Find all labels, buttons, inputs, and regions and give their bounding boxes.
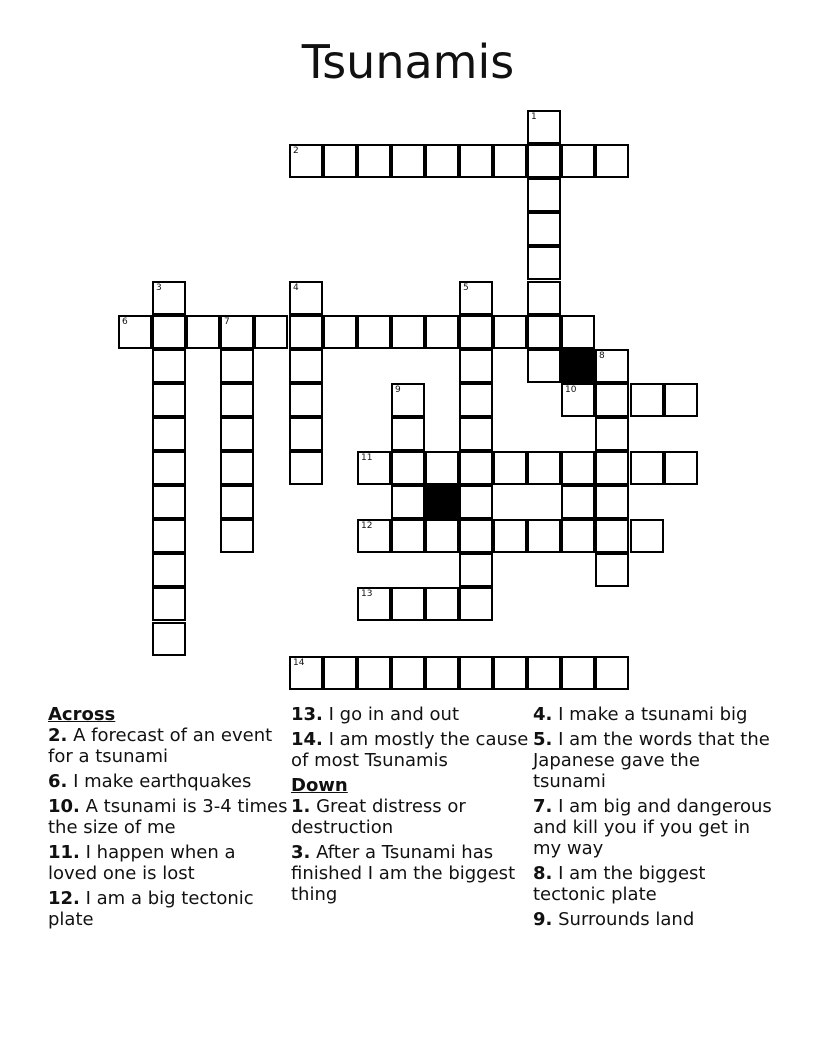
grid-cell[interactable] xyxy=(595,349,629,383)
clue-down-9 xyxy=(533,909,773,930)
clues-column-3 xyxy=(533,704,773,934)
grid-cell[interactable] xyxy=(289,144,323,178)
grid-cell[interactable] xyxy=(152,349,186,383)
clue-number: 6. xyxy=(48,771,68,792)
grid-cell[interactable] xyxy=(664,451,698,485)
clue-text: I go in and out xyxy=(328,704,460,725)
grid-cell[interactable] xyxy=(152,383,186,417)
clue-text: After a Tsunami has finished I am the biggest thing xyxy=(291,842,516,905)
grid-cell[interactable] xyxy=(459,315,493,349)
grid-cell[interactable] xyxy=(527,246,561,280)
grid-cell[interactable] xyxy=(391,451,425,485)
clue-number: 7. xyxy=(533,796,553,817)
grid-cell[interactable] xyxy=(527,281,561,315)
down-header: Down xyxy=(291,775,348,796)
grid-cell[interactable] xyxy=(357,519,391,553)
grid-cell[interactable] xyxy=(391,519,425,553)
grid-cell[interactable] xyxy=(493,656,527,690)
clue-number-label: 4 xyxy=(293,283,299,293)
clue-number: 8. xyxy=(533,863,553,884)
clue-number-label: 14 xyxy=(293,658,305,668)
clue-number: 13. xyxy=(291,704,323,725)
grid-cell[interactable] xyxy=(459,349,493,383)
clue-across-14 xyxy=(291,729,531,771)
clue-across-11 xyxy=(48,842,288,884)
grid-cell[interactable] xyxy=(391,383,425,417)
grid-cell[interactable] xyxy=(561,144,595,178)
grid-cell[interactable] xyxy=(289,656,323,690)
clue-across-2 xyxy=(48,725,288,767)
grid-cell[interactable] xyxy=(595,417,629,451)
clue-text: A tsunami is 3-4 times the size of me xyxy=(48,796,288,838)
grid-cell[interactable] xyxy=(595,485,629,519)
grid-cell[interactable] xyxy=(220,519,254,553)
grid-cell[interactable] xyxy=(391,656,425,690)
grid-cell[interactable] xyxy=(425,656,459,690)
clue-across-13 xyxy=(291,704,531,725)
clues-column-1 xyxy=(48,704,288,934)
grid-cell[interactable] xyxy=(391,485,425,519)
grid-cell[interactable] xyxy=(323,315,357,349)
clue-text: I make a tsunami big xyxy=(558,704,748,725)
clue-number: 14. xyxy=(291,729,323,750)
grid-cell[interactable] xyxy=(152,587,186,621)
grid-cell[interactable] xyxy=(459,587,493,621)
grid-cell[interactable] xyxy=(664,383,698,417)
clue-across-6 xyxy=(48,771,288,792)
clue-text: I make earthquakes xyxy=(73,771,252,792)
grid-cell[interactable] xyxy=(493,144,527,178)
grid-cell[interactable] xyxy=(459,417,493,451)
grid-cell[interactable] xyxy=(152,315,186,349)
clue-across-10 xyxy=(48,796,288,838)
puzzle-title: Tsunamis xyxy=(301,35,515,89)
grid-cell[interactable] xyxy=(152,622,186,656)
grid-cell[interactable] xyxy=(220,417,254,451)
black-square xyxy=(561,349,595,383)
grid-cell[interactable] xyxy=(289,281,323,315)
clue-down-7 xyxy=(533,796,773,859)
grid-cell[interactable] xyxy=(186,315,220,349)
grid-cell[interactable] xyxy=(357,315,391,349)
clue-number-label: 9 xyxy=(395,385,401,395)
grid-cell[interactable] xyxy=(527,519,561,553)
grid-cell[interactable] xyxy=(357,656,391,690)
clue-down-4 xyxy=(533,704,773,725)
clue-text: I am a big tectonic plate xyxy=(48,888,254,930)
clue-number: 11. xyxy=(48,842,80,863)
grid-cell[interactable] xyxy=(357,587,391,621)
clues-column-2 xyxy=(291,704,531,909)
grid-cell[interactable] xyxy=(391,587,425,621)
clue-down-8 xyxy=(533,863,773,905)
clue-number: 1. xyxy=(291,796,311,817)
clue-number-label: 2 xyxy=(293,146,299,156)
grid-cell[interactable] xyxy=(595,383,629,417)
grid-cell[interactable] xyxy=(289,451,323,485)
grid-cell[interactable] xyxy=(323,144,357,178)
grid-cell[interactable] xyxy=(391,315,425,349)
clue-number: 5. xyxy=(533,729,553,750)
clue-text: Great distress or destruction xyxy=(291,796,466,838)
grid-cell[interactable] xyxy=(630,451,664,485)
grid-cell[interactable] xyxy=(595,451,629,485)
grid-cell[interactable] xyxy=(357,144,391,178)
grid-cell[interactable] xyxy=(561,485,595,519)
grid-cell[interactable] xyxy=(220,451,254,485)
grid-cell[interactable] xyxy=(459,553,493,587)
grid-cell[interactable] xyxy=(459,144,493,178)
grid-cell[interactable] xyxy=(425,144,459,178)
grid-cell[interactable] xyxy=(561,656,595,690)
clue-text: I am the biggest tectonic plate xyxy=(533,863,706,905)
grid-cell[interactable] xyxy=(220,485,254,519)
grid-cell[interactable] xyxy=(561,519,595,553)
clue-number: 12. xyxy=(48,888,80,909)
clue-number-label: 13 xyxy=(361,589,373,599)
grid-cell[interactable] xyxy=(459,519,493,553)
grid-cell[interactable] xyxy=(595,144,629,178)
grid-cell[interactable] xyxy=(561,451,595,485)
grid-cell[interactable] xyxy=(425,519,459,553)
clue-text: I am mostly the cause of most Tsunamis xyxy=(291,729,529,771)
grid-cell[interactable] xyxy=(391,417,425,451)
grid-cell[interactable] xyxy=(561,315,595,349)
grid-cell[interactable] xyxy=(595,519,629,553)
clue-number: 3. xyxy=(291,842,311,863)
grid-cell[interactable] xyxy=(527,178,561,212)
grid-cell[interactable] xyxy=(595,656,629,690)
clue-number-label: 3 xyxy=(156,283,162,293)
grid-cell[interactable] xyxy=(527,656,561,690)
clue-across-12 xyxy=(48,888,288,930)
clue-text: I happen when a loved one is lost xyxy=(48,842,236,884)
clue-number-label: 8 xyxy=(599,351,605,361)
clue-number-label: 6 xyxy=(122,317,128,327)
grid-cell[interactable] xyxy=(493,451,527,485)
grid-cell[interactable] xyxy=(289,417,323,451)
clue-number-label: 12 xyxy=(361,521,373,531)
grid-cell[interactable] xyxy=(152,553,186,587)
clue-number: 4. xyxy=(533,704,553,725)
grid-cell[interactable] xyxy=(527,451,561,485)
grid-cell[interactable] xyxy=(459,451,493,485)
grid-cell[interactable] xyxy=(527,315,561,349)
grid-cell[interactable] xyxy=(459,485,493,519)
grid-cell[interactable] xyxy=(152,281,186,315)
grid-cell[interactable] xyxy=(323,656,357,690)
clue-text: A forecast of an event for a tsunami xyxy=(48,725,273,767)
clue-number: 10. xyxy=(48,796,80,817)
clue-down-5 xyxy=(533,729,773,792)
grid-cell[interactable] xyxy=(220,315,254,349)
clue-number-label: 1 xyxy=(531,112,537,122)
grid-cell[interactable] xyxy=(289,383,323,417)
clue-number-label: 7 xyxy=(224,317,230,327)
grid-cell[interactable] xyxy=(527,144,561,178)
grid-cell[interactable] xyxy=(527,349,561,383)
grid-cell[interactable] xyxy=(630,383,664,417)
grid-cell[interactable] xyxy=(118,315,152,349)
grid-cell[interactable] xyxy=(493,519,527,553)
grid-cell[interactable] xyxy=(425,587,459,621)
grid-cell[interactable] xyxy=(527,212,561,246)
grid-cell[interactable] xyxy=(220,349,254,383)
grid-cell[interactable] xyxy=(459,383,493,417)
grid-cell[interactable] xyxy=(289,315,323,349)
grid-cell[interactable] xyxy=(220,383,254,417)
across-header: Across xyxy=(48,704,116,725)
grid-cell[interactable] xyxy=(289,349,323,383)
grid-cell[interactable] xyxy=(527,110,561,144)
grid-cell[interactable] xyxy=(152,451,186,485)
clue-number: 9. xyxy=(533,909,553,930)
clue-number-label: 11 xyxy=(361,453,373,463)
grid-cell[interactable] xyxy=(152,485,186,519)
grid-cell[interactable] xyxy=(493,315,527,349)
grid-cell[interactable] xyxy=(459,281,493,315)
black-square xyxy=(425,485,459,519)
clue-number-label: 10 xyxy=(565,385,577,395)
grid-cell[interactable] xyxy=(425,451,459,485)
grid-cell[interactable] xyxy=(357,451,391,485)
clue-text: I am big and dangerous and kill you if you get in my way xyxy=(533,796,772,859)
grid-cell[interactable] xyxy=(391,144,425,178)
grid-cell[interactable] xyxy=(152,417,186,451)
grid-cell[interactable] xyxy=(152,519,186,553)
clue-number: 2. xyxy=(48,725,68,746)
clue-text: Surrounds land xyxy=(558,909,695,930)
grid-cell[interactable] xyxy=(630,519,664,553)
grid-cell[interactable] xyxy=(425,315,459,349)
grid-cell[interactable] xyxy=(459,656,493,690)
grid-cell[interactable] xyxy=(254,315,288,349)
clue-down-1 xyxy=(291,796,531,838)
clue-down-3 xyxy=(291,842,531,905)
grid-cell[interactable] xyxy=(595,553,629,587)
grid-cell[interactable] xyxy=(561,383,595,417)
clue-number-label: 5 xyxy=(463,283,469,293)
clue-text: I am the words that the Japanese gave the tsunami xyxy=(533,729,770,792)
